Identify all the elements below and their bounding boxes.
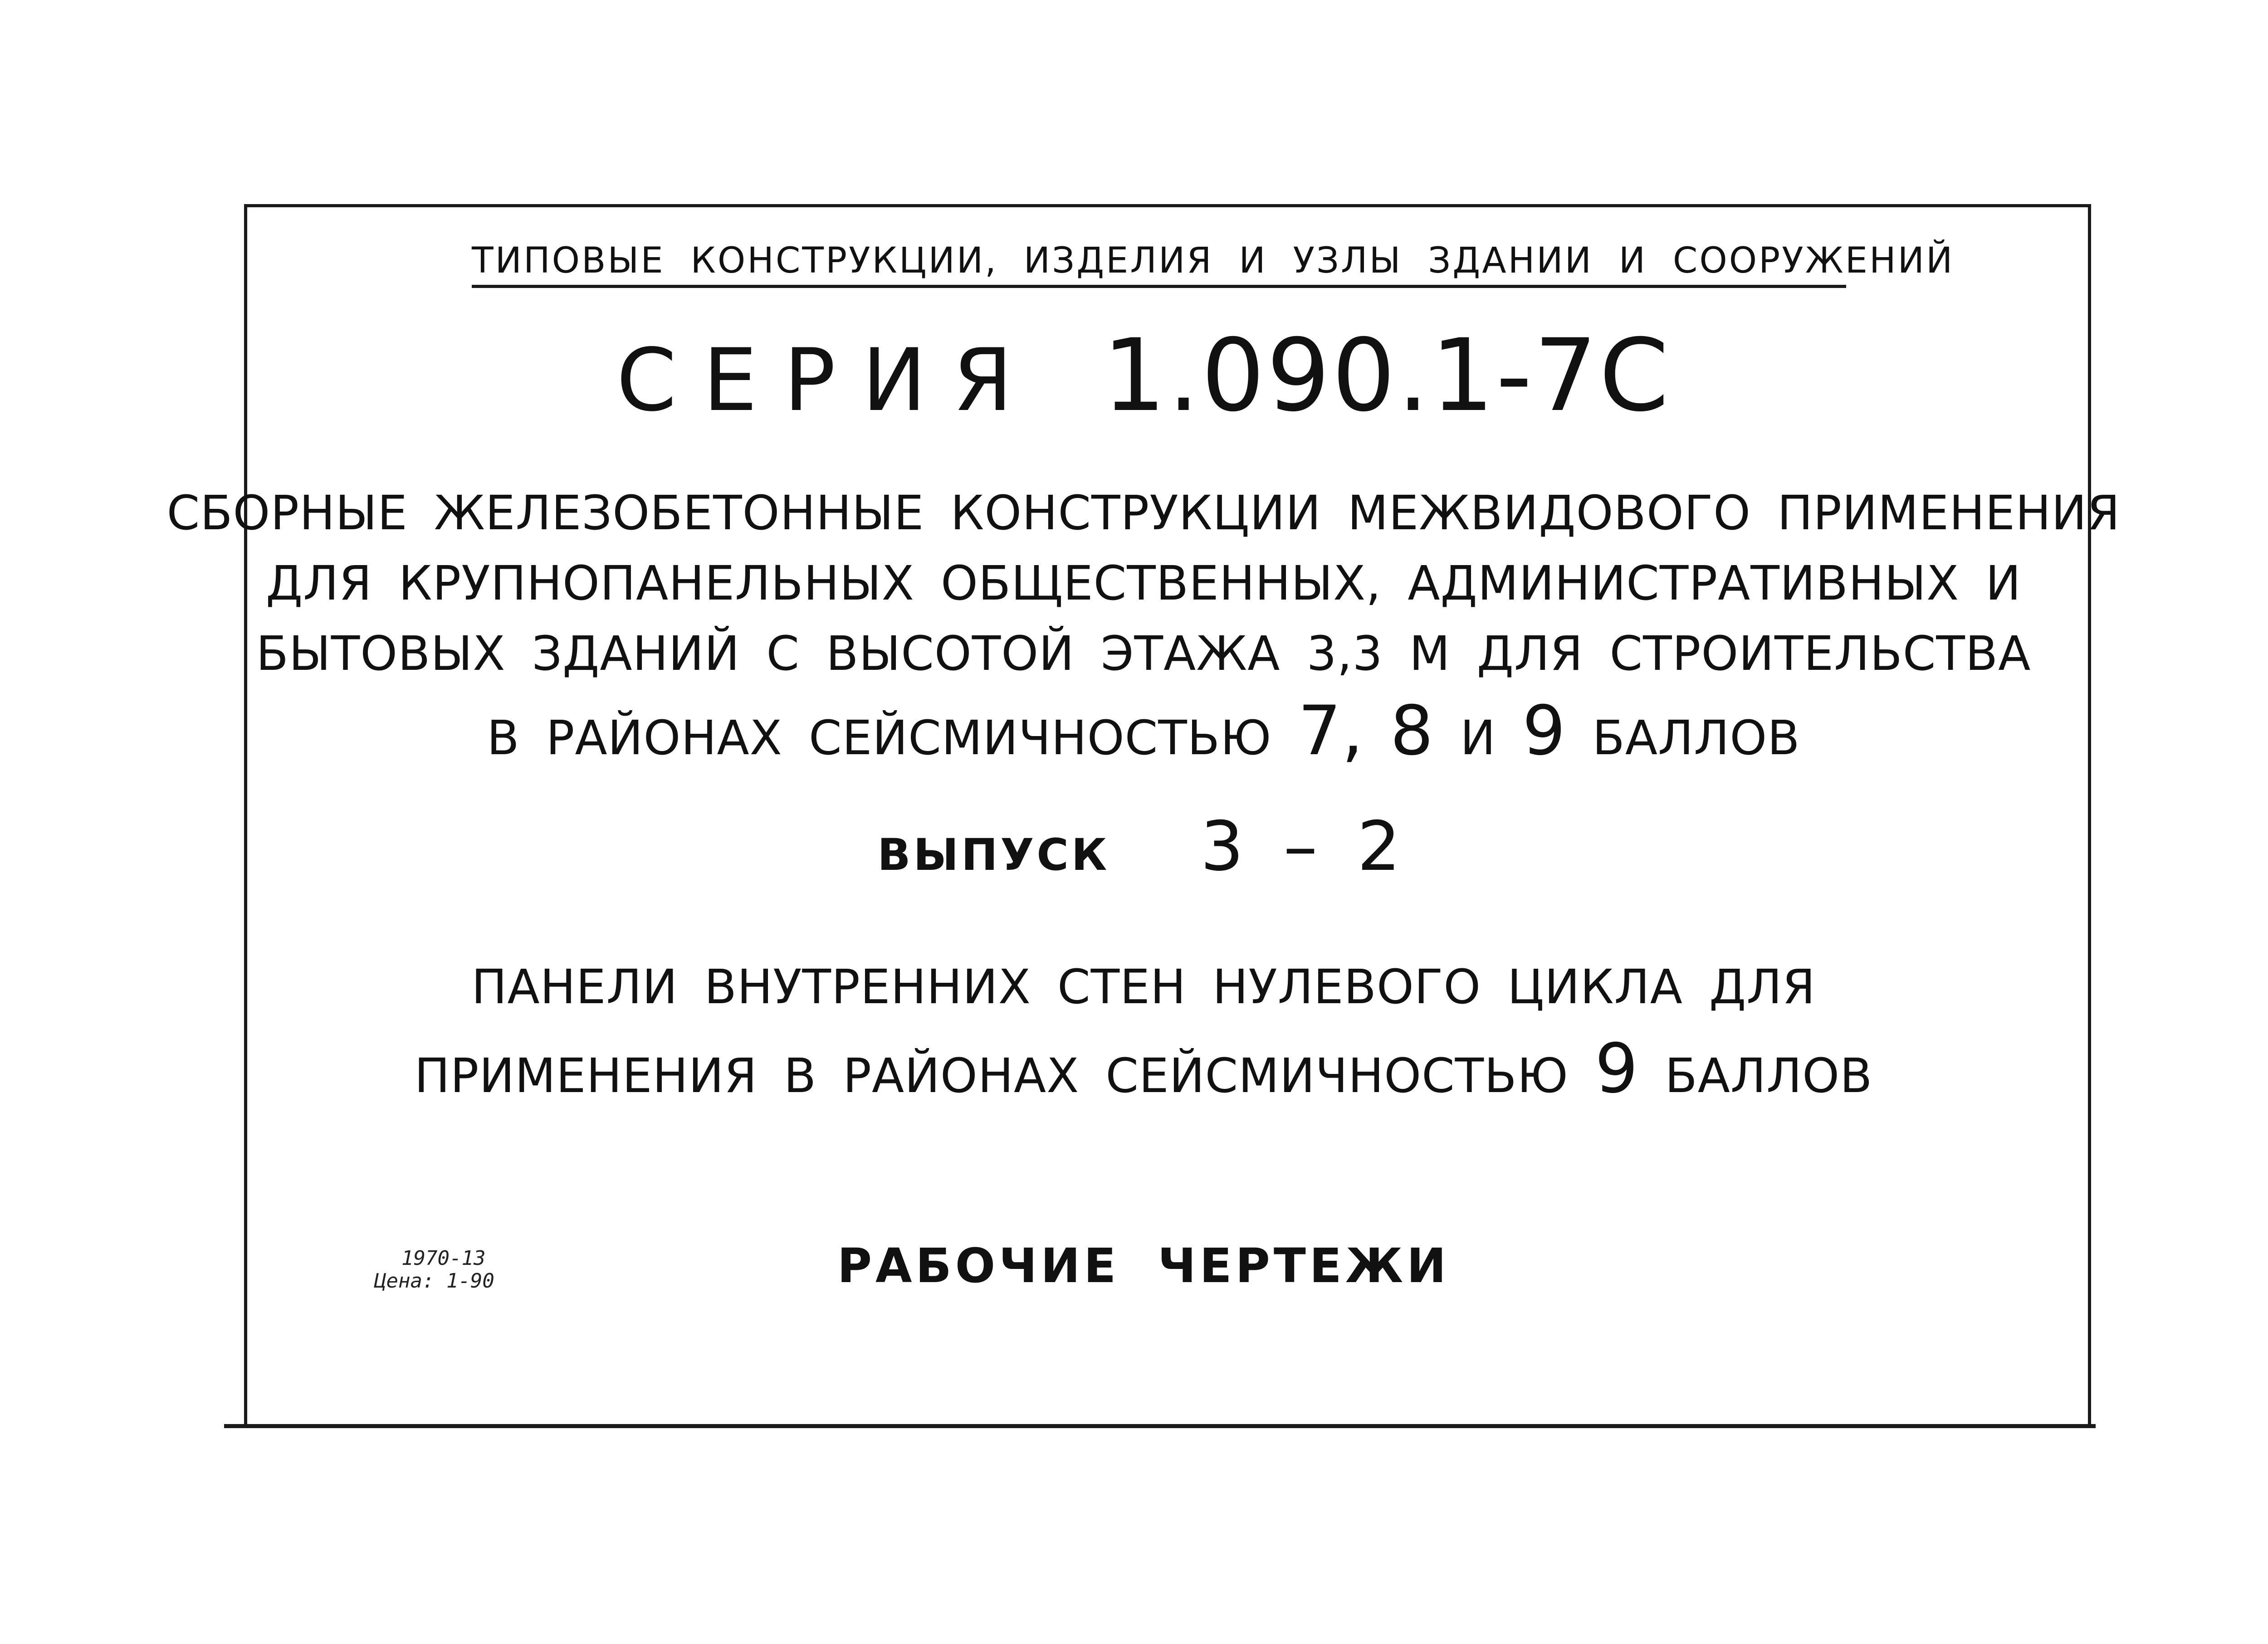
document-type: РАБОЧИЕ ЧЕРТЕЖИ [837, 1238, 1450, 1293]
issue-line [0, 807, 2268, 886]
seismic-value-9: 9 [1522, 692, 1566, 771]
subtitle-line-2 [0, 1029, 2268, 1108]
title-line-4 [0, 692, 2268, 771]
subtitle-line-2-prefix: ПРИМЕНЕНИЯ В РАЙОНАХ СЕЙСМИЧНОСТЬЮ [414, 1048, 1569, 1103]
subtitle-seismic-value: 9 [1594, 1029, 1639, 1108]
series-label: СЕРИЯ [616, 330, 1039, 430]
title-line-4-prefix: В РАЙОНАХ СЕЙСМИЧНОСТЬЮ [487, 710, 1272, 766]
title-line-2: ДЛЯ КРУПНОПАНЕЛЬНЫХ ОБЩЕСТВЕННЫХ, АДМИНИСТРАТИВНЫХ И [265, 556, 2022, 611]
title-line-4-conj: И [1460, 710, 1496, 766]
title-line-4-suffix: БАЛЛОВ [1592, 710, 1800, 766]
subtitle-line-2-suffix: БАЛЛОВ [1665, 1048, 1873, 1103]
stamp-price: Цена: 1-90 [374, 1269, 494, 1293]
subtitle-line-1: ПАНЕЛИ ВНУТРЕННИХ СТЕН НУЛЕВОГО ЦИКЛА ДЛЯ [471, 959, 1816, 1015]
series-title [0, 317, 2268, 434]
seismic-value-8: 8 [1390, 692, 1434, 771]
series-code: 1.090.1-7С [1102, 317, 1671, 434]
header-underline [472, 285, 1846, 288]
seismic-value-7: 7, [1298, 692, 1364, 771]
stamp-year: 1970-13 [401, 1247, 486, 1270]
header-text: ТИПОВЫЕ КОНСТРУКЦИИ, ИЗДЕЛИЯ И УЗЛЫ ЗДАНИИ И СООРУЖЕНИЙ [472, 240, 1955, 281]
frame-bottom-line [224, 1424, 2096, 1428]
title-line-3: БЫТОВЫХ ЗДАНИЙ С ВЫСОТОЙ ЭТАЖА 3,3 М ДЛЯ СТРОИТЕЛЬСТВА [256, 626, 2031, 681]
issue-number: 3 – 2 [1200, 807, 1410, 886]
title-line-1: СБОРНЫЕ ЖЕЛЕЗОБЕТОННЫЕ КОНСТРУКЦИИ МЕЖВИДОВОГО ПРИМЕНЕНИЯ [166, 485, 2121, 541]
issue-label: ВЫПУСК [877, 829, 1110, 880]
